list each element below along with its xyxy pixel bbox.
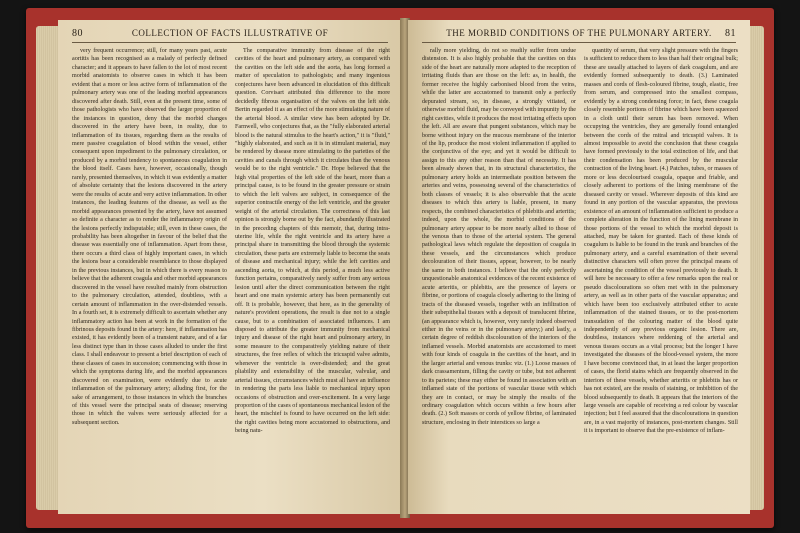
- right-column-1: [422, 47, 576, 508]
- left-column-1-text: very frequent occurrence; still, for many years past, acute aortitis has been recognised as a malady of perfectly defined character; and it appears to have fallen to the lot of most recent morbid anatomists to observe cases in which it has been evident that a more or less active form of inflammation of the pulmonary artery was one of the leading morbid appearances discovered after death. Still, even at the present time, some of those pathologists who have observed the larger proportion of the instances in question, deny that the morbid changes discovered in the artery have been, in reality, due to inflammation of its tissues, regarding them as the results of mere passive coagulation of blood within the vessel, either consequent upon impediment to the pulmonary circulation, or produced by a morbid tendency to spontaneous coagulation in the blood itself. Cases have, however, occasionally, though rarely, presented themselves, in which it was evidently a matter of absolute certainty that the lesions discovered in the artery were the results of acute and very active inflammation. In other instances, the leading features of the disease, as well as the morbid appearances presented by the artery, have not assumed so definite a character as to render the inflammatory origin of the lesions perfectly indisputable; still, even in these cases, the probability has been altogether in favour of the belief that the disease was essentially one of inflammation. Apart from these, there occurs a third class of highly important cases, in which the lesions bear a considerable resemblance to those displayed in the previous instances, but in which there is every reason to believe that the adherent coagula and other morbid appearances discovered in the vessel have resulted mainly from obstruction to the pulmonary circulation, attended, doubtless, with a certain amount of inflammation in the over-distended vessels. In a fourth set, it is extremely difficult to ascertain whether any inflammatory action has been at work in the formation of the fibrinous deposits found in the artery: here, if inflammation has existed, it has evidently been of a transient nature, and of a far less distinct type than in those cases alluded to under the first class. I shall endeavour to present a brief description of each of these classes of cases in succession; commencing with those in which the symptoms during life, and the morbid appearances discovered on examination, were evidently due to acute inflammation of the pulmonary artery; alluding first, for the sake of arrangement, to those instances in which the branches of this vessel were the principal seats of disease; reserving those in which the valves were seriously affected for a subsequent section.: [72, 48, 227, 426]
- open-book: [26, 8, 774, 528]
- left-page: [58, 20, 402, 514]
- left-header-title: COLLECTION OF FACTS ILLUSTRATIVE OF: [131, 28, 329, 38]
- right-page-columns: [422, 47, 738, 508]
- right-running-header: [422, 28, 736, 43]
- right-page-number: 81: [725, 28, 736, 39]
- left-running-header: [72, 28, 388, 43]
- left-page-columns: [72, 47, 390, 508]
- right-column-1-text: rally more yielding, do not so readily suffer from undue distension. It is also highly probable that the cavities on this side of the heart are naturally more adapted to the reception of irritating fluids than are those on the left: as, in health, the former receive the highly carbonised blood from the veins, while the latter are accustomed to transmit only a perfectly depurated stream, so, in disease, a strongly vitiated, or otherwise morbid fluid, may be conveyed with impunity by the right cavities, while it produces the most irritating effects upon the left. All are aware that pungent substances, which may be borne without injury on the mucous membrane of the interior of the lip, produce the most violent inflammation if applied to the conjunctiva of the eye; and yet it would be difficult to assign to this any other reason than that of necessity. It has been already shown that, in its structural characteristics, the pulmonary artery holds an intermediate position between the arteries and veins, possessing several of the characteristics of both classes of vessels; it is also observable that the acute diseases to which this artery is liable, present, in many respects, the combined characteristics of phlebitis and arteritis; indeed, upon the whole, the morbid conditions of the pulmonary artery appear to be more nearly allied to those of the venous than to those of the arterial system. The general pathological laws which regulate the deposition of coagula in these vessels, and the circumstances which produce decolouration of their tissues, appear, however, to be nearly the same in both instances. I believe that the only perfectly unquestionable anatomical evidences of the recent existence of acute arteritis, or phlebitis, are the presence of layers or fibrine, or portions of coagula closely adhering to the lining of tracts of the diseased vessels, together with an infiltration of their subepithelial tissues with a deposit of translucent fibrine, (an appearance which is, however, very rarely indeed observed either in the veins or in the pulmonary artery;) and lastly, a certain degree of reddish discolouration of the interiors of the inflamed vessels. Morbid anatomists are accustomed to meet with four kinds of coagula in the cavities of the heart, and in the larger arterial and venous trunks: viz. (1.) Loose masses of dark crassamentum, filling the cavity or tube, but not adherent to its parietes; these may either be found in association with an inflamed state of the portions of vascular tissue with which they are in contact, or may be simply the results of the ordinary coagulation which occurs within a few hours after death. (2.) Soft masses or cords of yellow fibrine, of laminated structure, enclosing in their interstices so large a: [422, 48, 576, 426]
- left-column-2-text: The comparative immunity from disease of the right cavities of the heart and pulmonary artery, as compared with the cavities on the left side and the aorta, has long formed a matter of speculation to pathologists; and many ingenious conjectures have been advanced in elucidation of this difficult question. Corvisart attributed this difference to the more decidedly fibrous organisation of the valves on the left side. Bertin regarded it as an effect of the more stimulating nature of the arterial blood. A similar view has been adopted by Dr. Farnwell, who conjectures that, as the "fully elaborated arterial blood is the natural stimulus to the heart's action," it is "fluid," "highly elaborated, and such as it is in stimulant material, may be rendered by disease more stimulating to the parieties of the cavities and canals through which it circulates than the venous would be to the right ventricle." Dr. Hope believed that the high vital properties of the left side of the heart, more than a principal cause, is to be found in the greater pressure or strain to which the left valves are subject, in consequence of the superior contractile energy of the left ventricle, and the greater weight of the arterial circulation. The correctness of this last opinion is strongly borne out by the fact, abundantly illustrated in the preceding chapters of this memoir, that, during intra-uterine life, while the right ventricle and its artery have a principal share in transmitting the blood through the systemic circulation, these parts are extremely liable to become the seats of disease and mechanical injury; while the left cavities and ascending aorta, to which, at this period, a much less active function pertains, comparatively rarely suffer from any serious lesion until after the direct communication between the right heart and one main systemic artery has been permanently cut off. It is probable, however, that here, as in the generality of nature's provident operations, the result is due not to a single cause, but to a combination of associated influences. I am disposed to attribute the greater immunity from mechanical injury and disease of the right heart and pulmonary artery, in some measure to the comparatively yielding nature of their structures, the free reflex of which the tricuspid valve admits, whenever the ventricle is over-distended; and the great pliability and extensibility of the muscular, valvular, and arterial tissues, circumstances which must all have an influence in rendering the parts less liable to mechanical injury upon occasions of obstruction and over-excitement. In a very large proportion of the cases of spontaneous mechanical lesion of the heart, the mischief is found to have occurred on the left side: the right cavities being more accustomed to obstructions, and being natu-: [235, 48, 390, 435]
- left-page-number: 80: [72, 28, 83, 39]
- page-edges-left: [36, 26, 60, 510]
- left-column-1: [72, 47, 227, 508]
- right-header-title: THE MORBID CONDITIONS OF THE PULMONARY ARTERY.: [446, 28, 712, 38]
- right-page: [408, 20, 750, 514]
- right-column-2: [584, 47, 738, 508]
- right-column-2-text: quantity of serum, that very slight pressure with the fingers is sufficient to reduce them to less than half their original bulk; these are usually attached to layers of dark coagulum, and are evidently formed subsequently to death. (3.) Laminated masses and cords of flesh-coloured fibrine, tough, elastic, free from serum, and compressed into the smallest compass, evidently by a strong condensing force; in fact, these coagula closely resemble portions of fibrine which have been squeezed in a cloth until their serum has been removed. When occupying the ventricles, they are generally found entangled between the cords of the mitral and tricuspid valves. It is almost impossible to avoid the conclusion that these coagula have formed previously to the total extinction of life, and that their condensation has been produced by the muscular contraction of the living heart. (4.) Patches, tubes, or masses of more or less decolourised coagula, opaque and friable, and closely adherent to portions of the lining membrane of the diseased cavity or vessel. Wherever deposits of this kind are found in any portion of the vascular apparatus, the previous existence of an amount of inflammation sufficient to produce a complete alteration in the function of the lining membrane in those portions of the vessel to which the morbid deposit is attached, may be taken for granted. Each of these kinds of coagulum is liable to be found in the trunk and branches of the pulmonary artery, and a careful examination of their several distinctive characters will often prove the principal means of ascertaining the condition of the vessel previously to death. It will here be necessary to offer a few remarks upon the real or pseudo discolourations so often met with in the pulmonary artery, as well as in other parts of the vascular apparatus; and which have been too exclusively attributed either to acute inflammation of the stained tissues, or to the post-mortem transudation of the colouring matter of the blood quite independently of any previous organic lesion. There are, doubtless, instances where reddening of the arterial and venous tissues occurs as a vital process; but the longer I have investigated the diseases of the blood-vessel system, the more I have become convinced that, in at least the larger proportion of cases, the florid stains which are frequently observed in the interiors of these vessels, whether arteritis or phlebitis has or has not existed, are the results of staining, or imbibition of the blood subsequently to death. It appears that the interiors of the large vessels are capable of receiving a red colour by vascular injection; but I feel assured that the discolourations in question are, in a vast majority of instances, post-mortem changes. Still it is important to observe that the pre-existence of inflam-: [584, 48, 738, 435]
- left-column-2: [235, 47, 390, 508]
